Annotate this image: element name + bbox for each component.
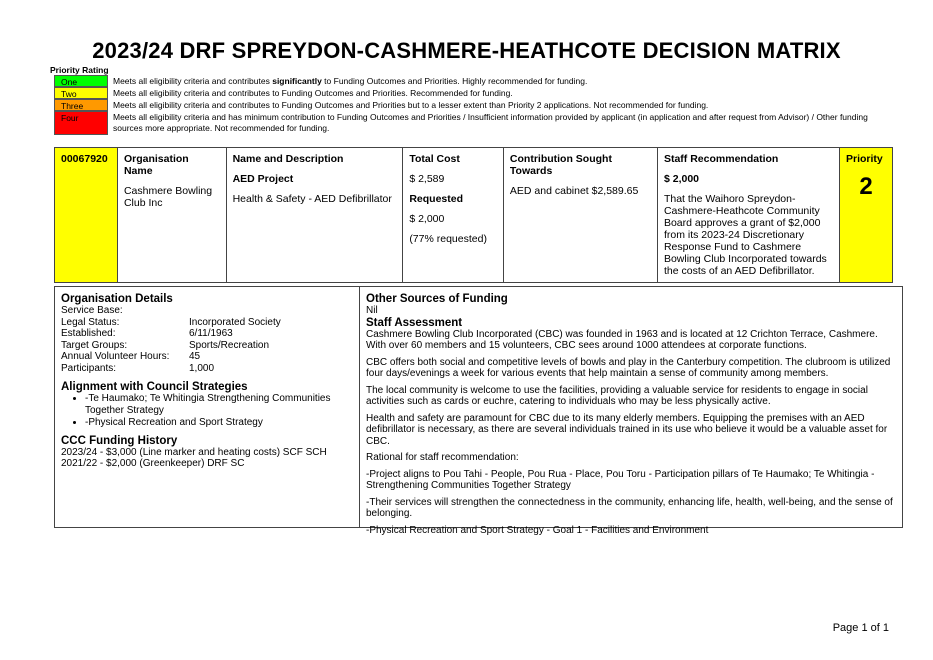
contribution-value: AED and cabinet $2,589.65	[509, 185, 639, 197]
list-item: • -Te Haumako; Te Whitingia Strengthening Communities Together Strategy	[85, 393, 359, 416]
name-description-header: Name and Description	[232, 153, 344, 165]
staff-recommendation-cell	[657, 148, 839, 283]
priority-four-swatch: Four	[54, 111, 108, 135]
staff-assessment-panel	[360, 286, 903, 536]
list-item: • -Physical Recreation and Sport Strategy	[85, 417, 359, 429]
staff-recommendation-text: That the Waihoro Spreydon-Cashmere-Heathcote Community Board approves a grant of $2,000 from its 2023-24 Discretionary Response Fund to Cashmere Bowling Club Incorporated towards the costs of an AED Defibrillator.	[663, 193, 827, 277]
priority-header: Priority	[846, 153, 883, 165]
detail-row: Target Groups: Sports/Recreation	[61, 339, 270, 351]
project-description: Health & Safety - AED Defibrillator	[232, 193, 392, 205]
contribution-cell	[503, 148, 657, 283]
funding-history-item: 2023/24 - $3,000 (Line marker and heating costs) SCF SCH	[61, 446, 327, 458]
requested-percentage: (77% requested)	[409, 233, 487, 245]
other-funding-value: Nil	[366, 305, 378, 316]
application-id: 00067920	[61, 153, 108, 165]
assessment-paragraph: -Their services will strengthen the connectedness in the community, enhancing life, health, well-being, and the sense of belonging.	[366, 496, 893, 519]
detail-row: Participants: 1,000	[61, 362, 215, 374]
other-funding-heading: Other Sources of Funding	[366, 293, 508, 305]
priority-rating-heading: Priority Rating	[50, 65, 109, 75]
project-name: AED Project	[232, 173, 294, 185]
requested-amount: $ 2,000	[409, 213, 445, 225]
application-id-cell	[55, 148, 118, 283]
detail-row: Legal Status: Incorporated Society	[61, 316, 281, 328]
alignment-list	[61, 393, 359, 429]
detail-row: Established: 6/11/1963	[61, 328, 233, 339]
alignment-heading: Alignment with Council Strategies	[61, 381, 248, 393]
priority-value: 2	[859, 173, 873, 200]
detail-row: Service Base:	[61, 305, 123, 316]
assessment-paragraph: CBC offers both social and competitive levels of bowls and play in the Canterbury competition. The clubroom is utilized four days/evenings a week for various events that help maintain a sense of community among members.	[366, 356, 891, 379]
total-cost-cell	[403, 148, 504, 283]
organisation-details-heading: Organisation Details	[61, 293, 173, 305]
assessment-paragraph: -Physical Recreation and Sport Strategy - Goal 1 - Facilities and Environment	[366, 524, 709, 536]
staff-assessment-heading: Staff Assessment	[366, 316, 463, 329]
priority-cell	[840, 148, 893, 283]
priority-three-description: Meets all eligibility criteria and contributes to Funding Outcomes and Priorities but to a lesser extent than Priority 2 applications. Not recommended for funding.	[113, 100, 709, 110]
total-cost-value: $ 2,589	[409, 173, 445, 185]
assessment-paragraph: -Project aligns to Pou Tahi - People, Pou Rua - Place, Pou Toru - Participation pillars of Te Haumako; Te Whitingia - Strengthening Communities Together Strategy	[366, 468, 875, 491]
staff-recommendation-amount: $ 2,000	[663, 173, 700, 185]
application-table	[54, 147, 893, 283]
assessment-paragraph: Rational for staff recommendation:	[366, 452, 519, 463]
assessment-paragraph: Cashmere Bowling Club Incorporated (CBC) was founded in 1963 and is located at 12 Crichton Terrace, Cashmere. With over 60 members and 15 volunteers, CBC sees around 1000 attendees at corporate functions.	[366, 328, 878, 351]
total-cost-header: Total Cost	[409, 153, 460, 165]
funding-history-heading: CCC Funding History	[61, 434, 178, 447]
organisation-name: Cashmere Bowling Club Inc	[123, 185, 213, 209]
organisation-header: Organisation Name	[123, 153, 189, 177]
priority-four-description: Meets all eligibility criteria and has minimum contribution to Funding Outcomes and Priorities / Insufficient information provided by applicant (in application and after request from Advisor) / Other funding sources more appropriate. Not recommended for funding.	[113, 112, 868, 133]
page-title: 2023/24 DRF SPREYDON-CASHMERE-HEATHCOTE DECISION MATRIX	[92, 38, 841, 63]
assessment-paragraph: The local community is welcome to use the facilities, providing a valuable service for residents to engage in social activities such as cards or euchre, catering to individuals who may be less physically active.	[366, 384, 868, 407]
assessment-paragraph: Health and safety are paramount for CBC due to its many elderly members. Equipping the premises with an AED defibrillator is necessary, as there are several individuals trained in its use who believe it would be a valuable asset for CBC.	[366, 412, 888, 447]
priority-one-swatch: One	[54, 75, 108, 87]
priority-two-description: Meets all eligibility criteria and contributes to Funding Outcomes and Priorities. Recommended for funding.	[113, 88, 513, 98]
priority-two-swatch: Two	[54, 87, 108, 99]
contribution-header: Contribution Sought Towards	[509, 153, 612, 177]
staff-recommendation-header: Staff Recommendation	[663, 153, 779, 165]
detail-row: Annual Volunteer Hours: 45	[61, 351, 201, 362]
priority-one-description: Meets all eligibility criteria and contributes significantly to Funding Outcomes and Priorities. Highly recommended for funding.	[113, 76, 588, 86]
priority-three-swatch: Three	[54, 99, 108, 111]
organisation-details-panel	[54, 286, 360, 528]
name-description-cell	[226, 148, 403, 283]
requested-label: Requested	[409, 193, 463, 205]
organisation-cell	[117, 148, 226, 283]
page-number: Page 1 of 1	[832, 622, 889, 634]
funding-history-item: 2021/22 - $2,000 (Greenkeeper) DRF SC	[61, 458, 245, 469]
